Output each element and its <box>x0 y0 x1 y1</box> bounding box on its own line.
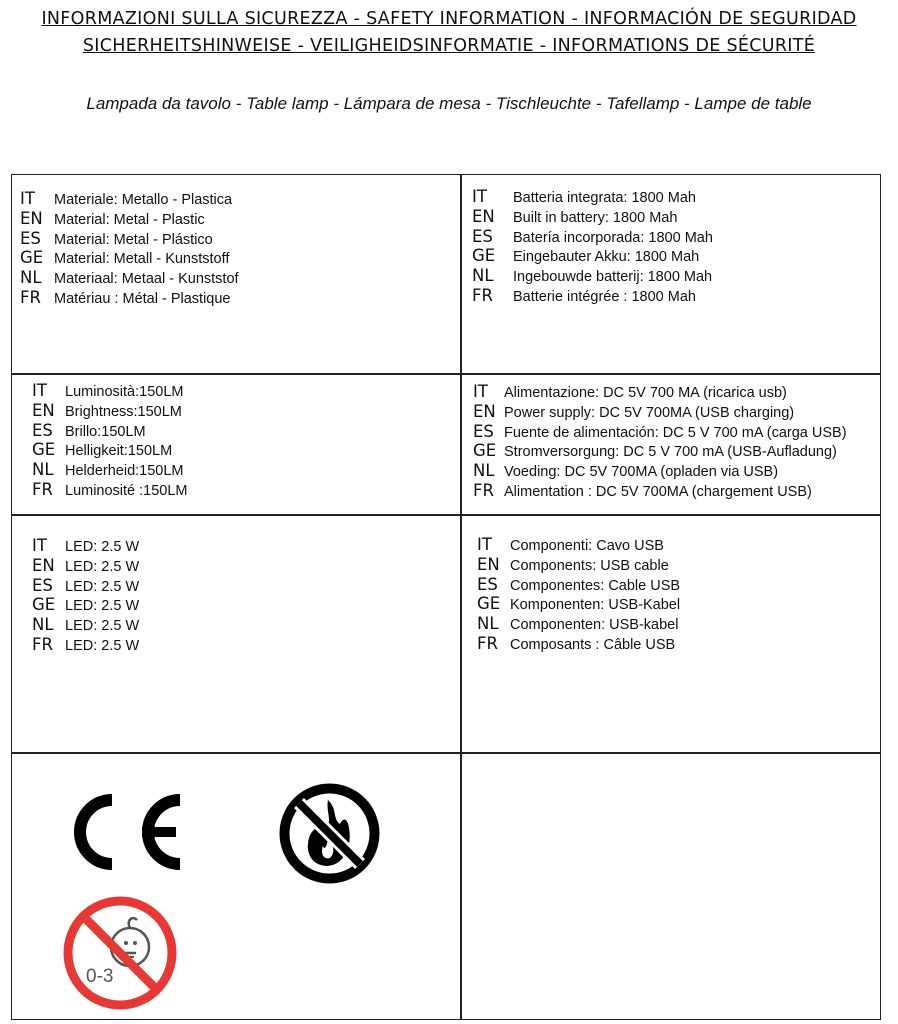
led-row <box>32 536 139 556</box>
power-supply-text: Fuente de alimentación: DC 5 V 700 mA (carga USB) <box>504 424 847 441</box>
lang-code: NL <box>472 266 494 286</box>
lang-code: NL <box>32 615 54 635</box>
lang-code: FR <box>472 285 493 305</box>
lang-code: IT <box>32 381 47 400</box>
lang-code: ES <box>472 226 493 246</box>
components-text: Komponenten: USB-Kabel <box>510 597 681 614</box>
lang-code: IT <box>472 187 487 206</box>
power-supply-row <box>473 402 847 422</box>
lang-code: IT <box>20 189 35 208</box>
led-row <box>32 635 139 655</box>
lang-code: IT <box>32 536 47 555</box>
brightness-row <box>32 440 188 460</box>
ce-mark-icon <box>62 788 188 876</box>
led-text: LED: 2.5 W <box>65 558 140 575</box>
brightness-row <box>32 421 188 441</box>
brightness-row <box>32 381 188 401</box>
components-row <box>477 634 680 654</box>
lang-code: EN <box>32 400 55 420</box>
brightness-text: Luminosità:150LM <box>65 384 184 400</box>
brightness-block <box>32 381 188 500</box>
battery-text: Batería incorporada: 1800 Mah <box>513 229 713 246</box>
material-text: Materiale: Metallo - Plastica <box>54 192 233 208</box>
battery-text: Ingebouwde batterij: 1800 Mah <box>513 269 713 286</box>
material-row <box>20 229 239 249</box>
material-row <box>20 288 239 308</box>
material-text: Material: Metal - Plastic <box>54 211 205 228</box>
material-text: Materiaal: Metaal - Kunststof <box>54 271 239 288</box>
power-supply-text: Power supply: DC 5V 700MA (USB charging) <box>504 404 795 421</box>
battery-row <box>472 207 713 227</box>
battery-row <box>472 227 713 247</box>
led-block <box>32 536 139 655</box>
power-supply-row <box>473 441 847 461</box>
power-supply-text: Stromversorgung: DC 5 V 700 mA (USB-Aufladung) <box>504 444 837 461</box>
battery-text: Batteria integrata: 1800 Mah <box>513 190 696 206</box>
lang-code: EN <box>20 208 43 228</box>
lang-code: ES <box>473 421 494 441</box>
lang-code: FR <box>32 479 53 499</box>
components-row <box>477 535 680 555</box>
power-supply-text: Alimentation : DC 5V 700MA (chargement USB) <box>504 483 812 500</box>
led-text: LED: 2.5 W <box>65 578 140 595</box>
brightness-row <box>32 401 188 421</box>
battery-text: Built in battery: 1800 Mah <box>513 209 678 226</box>
lang-code: EN <box>473 401 496 421</box>
material-row <box>20 268 239 288</box>
title-line-1: INFORMAZIONI SULLA SICUREZZA - SAFETY INFORMATION - INFORMACIÓN DE SEGURIDAD <box>41 9 857 29</box>
brightness-text: Brightness:150LM <box>65 403 182 420</box>
lang-code: FR <box>32 634 53 654</box>
table-row-divider-2 <box>11 514 881 516</box>
power-supply-row <box>473 422 847 442</box>
lang-code: FR <box>477 633 498 653</box>
components-row <box>477 555 680 575</box>
components-block <box>477 535 680 654</box>
brightness-text: Helderheid:150LM <box>65 463 184 480</box>
battery-row <box>472 266 713 286</box>
battery-block <box>472 187 713 306</box>
lang-code: ES <box>20 228 41 248</box>
brightness-row <box>32 460 188 480</box>
led-row <box>32 556 139 576</box>
lang-code: IT <box>477 535 492 554</box>
lang-code: NL <box>473 461 495 481</box>
components-text: Components: USB cable <box>510 557 669 574</box>
lang-code: FR <box>20 287 41 307</box>
lang-code: GE <box>20 248 44 268</box>
power-supply-row <box>473 382 847 402</box>
power-supply-block <box>473 382 847 501</box>
brightness-text: Luminosité :150LM <box>65 482 188 499</box>
material-row <box>20 248 239 268</box>
title-line-2: SICHERHEITSHINWEISE - VEILIGHEIDSINFORMATIE - INFORMATIONS DE SÉCURITÉ <box>82 36 816 56</box>
led-text: LED: 2.5 W <box>65 598 140 615</box>
led-text: LED: 2.5 W <box>65 637 140 654</box>
battery-text: Batterie intégrée : 1800 Mah <box>513 288 696 305</box>
power-supply-text: Alimentazione: DC 5V 700 MA (ricarica usb) <box>504 385 787 401</box>
lang-code: EN <box>477 554 500 574</box>
lang-code: EN <box>32 555 55 575</box>
lang-code: GE <box>473 441 497 461</box>
lang-code: NL <box>477 614 499 634</box>
lang-code: GE <box>32 440 56 460</box>
material-text: Material: Metal - Plástico <box>54 231 213 248</box>
lang-code: IT <box>473 382 488 401</box>
led-row <box>32 615 139 635</box>
battery-text: Eingebauter Akku: 1800 Mah <box>513 249 700 266</box>
material-block <box>20 189 239 308</box>
brightness-text: Brillo:150LM <box>65 423 146 440</box>
lang-code: EN <box>472 206 495 226</box>
components-row <box>477 594 680 614</box>
lang-code: GE <box>472 246 496 266</box>
lang-code: NL <box>32 460 54 480</box>
led-text: LED: 2.5 W <box>65 539 140 555</box>
led-row <box>32 595 139 615</box>
material-row <box>20 189 239 209</box>
battery-row <box>472 187 713 207</box>
brightness-text: Helligkeit:150LM <box>65 443 173 460</box>
brightness-row <box>32 480 188 500</box>
lang-code: NL <box>20 268 42 288</box>
lang-code: ES <box>32 420 53 440</box>
material-text: Material: Metall - Kunststoff <box>54 251 230 268</box>
components-text: Componentes: Cable USB <box>510 577 681 594</box>
material-text: Matériau : Métal - Plastique <box>54 290 231 307</box>
components-text: Composants : Câble USB <box>510 636 676 653</box>
lang-code: FR <box>473 480 494 500</box>
table-row-divider-3 <box>11 752 881 754</box>
components-row <box>477 614 680 634</box>
power-supply-text: Voeding: DC 5V 700MA (opladen via USB) <box>504 464 779 481</box>
battery-row <box>472 246 713 266</box>
components-text: Componenti: Cavo USB <box>510 538 664 554</box>
led-text: LED: 2.5 W <box>65 618 140 635</box>
no-flame-icon <box>278 782 381 885</box>
battery-row <box>472 286 713 306</box>
lang-code: GE <box>477 594 501 614</box>
table-column-divider <box>460 174 462 1020</box>
table-row-divider-1 <box>11 373 881 375</box>
not-for-children-icon <box>62 895 178 1011</box>
led-row <box>32 576 139 596</box>
age-label: 0-3 <box>86 966 114 987</box>
components-row <box>477 575 680 595</box>
lang-code: GE <box>32 595 56 615</box>
lang-code: ES <box>477 574 498 594</box>
subtitle: Lampada da tavolo - Table lamp - Lámpara de mesa - Tischleuchte - Tafellamp - Lampe de table <box>86 94 812 113</box>
components-text: Componenten: USB-kabel <box>510 617 679 634</box>
lang-code: ES <box>32 575 53 595</box>
material-row <box>20 209 239 229</box>
power-supply-row <box>473 481 847 501</box>
power-supply-row <box>473 461 847 481</box>
